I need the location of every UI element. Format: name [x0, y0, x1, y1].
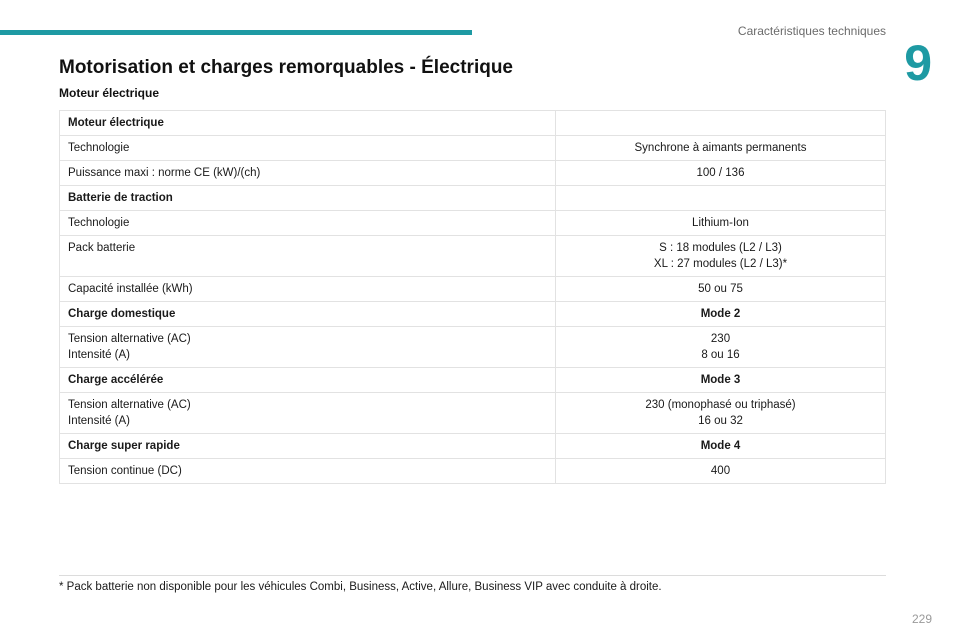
- row-label: Charge domestique: [68, 308, 176, 320]
- row-label-cell: [60, 434, 556, 459]
- row-value: Mode 3: [700, 374, 741, 386]
- table-section-row: [60, 302, 886, 327]
- row-label: Capacité installée (kWh): [68, 283, 193, 295]
- spec-table: [59, 110, 886, 484]
- table-section-row: [60, 111, 886, 136]
- row-label-cell: [60, 368, 556, 393]
- row-label-cell: [60, 459, 556, 484]
- row-label-cell: [60, 111, 556, 136]
- table-row: [60, 136, 886, 161]
- table-row: [60, 327, 886, 368]
- table-row: [60, 236, 886, 277]
- spec-table-body: [60, 111, 886, 484]
- row-label-cell: [60, 327, 556, 368]
- row-value: 50 ou 75: [698, 283, 743, 295]
- table-row: [60, 277, 886, 302]
- table-row: [60, 393, 886, 434]
- table-section-row: [60, 186, 886, 211]
- row-value-cell: [556, 111, 886, 136]
- row-label: Technologie: [68, 142, 130, 154]
- chapter-title: Caractéristiques techniques: [737, 24, 886, 38]
- row-label: Pack batterie: [68, 242, 136, 254]
- row-value: Mode 2: [700, 308, 741, 320]
- row-value: Synchrone à aimants permanents: [634, 142, 807, 154]
- row-label: Intensité (A): [68, 349, 130, 361]
- row-value-cell: [556, 434, 886, 459]
- row-label-cell: [60, 393, 556, 434]
- row-label-cell: [60, 186, 556, 211]
- row-value-cell: [556, 393, 886, 434]
- footnote-divider: [59, 575, 886, 576]
- footnote: * Pack batterie non disponible pour les véhicules Combi, Business, Active, Allure, Business VIP avec conduite à droite.: [59, 581, 662, 593]
- row-value: Mode 4: [700, 440, 741, 452]
- section-subtitle: Moteur électrique: [59, 86, 160, 100]
- row-value: 230: [710, 333, 731, 345]
- row-label-cell: [60, 277, 556, 302]
- row-label: Puissance maxi : norme CE (kW)/(ch): [68, 167, 261, 179]
- row-value-cell: [556, 302, 886, 327]
- table-row: [60, 161, 886, 186]
- row-value-cell: [556, 277, 886, 302]
- row-label: Technologie: [68, 217, 130, 229]
- table-section-row: [60, 434, 886, 459]
- row-label: Moteur électrique: [68, 117, 164, 129]
- row-value-cell: [556, 211, 886, 236]
- row-value: 230 (monophasé ou triphasé): [645, 399, 796, 411]
- row-label-cell: [60, 161, 556, 186]
- row-value: S : 18 modules (L2 / L3): [659, 242, 782, 254]
- row-value: 400: [710, 465, 731, 477]
- row-label: Tension alternative (AC): [68, 399, 191, 411]
- row-value-cell: [556, 186, 886, 211]
- row-value-cell: [556, 136, 886, 161]
- table-row: [60, 459, 886, 484]
- row-value-cell: [556, 327, 886, 368]
- row-value-cell: [556, 161, 886, 186]
- row-value-cell: [556, 459, 886, 484]
- row-label: Tension alternative (AC): [68, 333, 191, 345]
- row-label: Charge super rapide: [68, 440, 180, 452]
- row-label-cell: [60, 136, 556, 161]
- header-accent-bar: [0, 30, 472, 35]
- row-value: Lithium-Ion: [692, 217, 749, 229]
- row-label: Tension continue (DC): [68, 465, 182, 477]
- page-title: Motorisation et charges remorquables - Électrique: [59, 57, 513, 78]
- chapter-number: 9: [904, 35, 932, 91]
- table-section-row: [60, 368, 886, 393]
- row-label-cell: [60, 236, 556, 277]
- row-label-cell: [60, 211, 556, 236]
- table-row: [60, 211, 886, 236]
- row-label: Intensité (A): [68, 415, 130, 427]
- row-value: XL : 27 modules (L2 / L3)*: [653, 258, 788, 270]
- row-label: Batterie de traction: [68, 192, 173, 204]
- row-value: 16 ou 32: [698, 415, 743, 427]
- row-value: 100 / 136: [696, 167, 745, 179]
- row-label: Charge accélérée: [68, 374, 164, 386]
- row-value: 8 ou 16: [701, 349, 740, 361]
- row-value-cell: [556, 368, 886, 393]
- page-number: 229: [911, 612, 932, 626]
- row-value-cell: [556, 236, 886, 277]
- row-label-cell: [60, 302, 556, 327]
